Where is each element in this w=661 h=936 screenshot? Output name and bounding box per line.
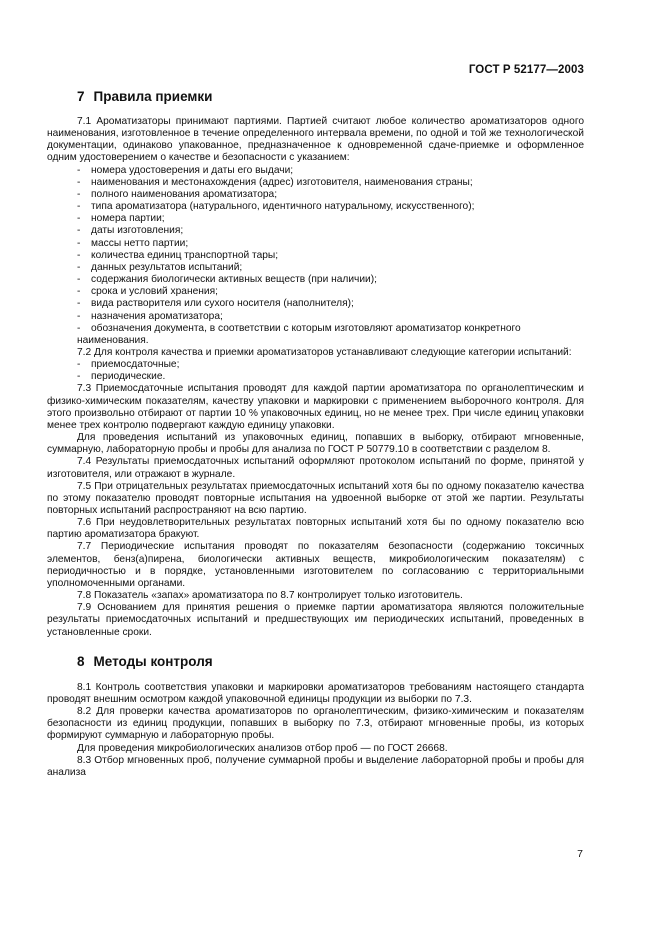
- list-item: [47, 177, 584, 189]
- paragraph-7-8: 7.8 Показатель «запах» ароматизатора по 8.7 контролирует только изготовитель.: [77, 590, 463, 602]
- section-8-title: [47, 654, 584, 670]
- paragraph-7-5: 7.5 При отрицательных результатах приемосдаточных испытаний хотя бы по одному показателю качества по этому показателю проводят повторные испытания на удвоенной выборке от этой же партии. Результаты повторных испытаний распространяют на всю партию.: [47, 480, 584, 516]
- list-dash: -: [77, 261, 81, 273]
- list-item-text: обозначения документа, в соответствии с которым изготовляют ароматизатор конкретного наименования.: [77, 322, 521, 346]
- list-dash: -: [77, 188, 81, 200]
- paragraph-8-1: 8.1 Контроль соответствия упаковки и маркировки ароматизаторов требованиям настоящего стандарта проводят внешним осмотром каждой упаковочной единицы продукции из выборки по 7.3.: [47, 681, 584, 705]
- paragraph-7-4: 7.4 Результаты приемосдаточных испытаний оформляют протоколом испытаний по форме, принятой у изготовителя, или отражают в журнале.: [47, 456, 584, 480]
- list-item: [47, 359, 584, 371]
- paragraph-8-3: 8.3 Отбор мгновенных проб, получение суммарной пробы и выделение лабораторной пробы и пробы для анализа: [47, 754, 584, 778]
- list-item-text: типа ароматизатора (натурального, идентичного натуральному, искусственного);: [91, 201, 475, 213]
- list-dash: -: [77, 249, 81, 261]
- list-item: [47, 311, 584, 323]
- page-number: 7: [577, 848, 583, 860]
- list-item-text: наименования и местонахождения (адрес) изготовителя, наименования страны;: [91, 176, 473, 188]
- paragraph-8-2: 8.2 Для проверки качества ароматизаторов по органолептическим, физико-химическим и показателям безопасности из единиц продукции, попавших в выборку по 7.3, отбирают мгновенные пробы, из которых формируют суммарную и лабораторную пробы.: [47, 706, 584, 742]
- list-dash: -: [77, 201, 81, 213]
- list-item-text: периодические.: [91, 371, 166, 383]
- list-item-text: содержания биологически активных веществ (при наличии);: [91, 274, 377, 286]
- list-item-text: количества единиц транспортной тары;: [91, 249, 279, 261]
- section-7-title: [47, 89, 584, 105]
- section-7-title-text: Правила приемки: [93, 89, 213, 104]
- paragraph-7-9: 7.9 Основанием для принятия решения о приемке партии ароматизатора являются положительные результаты приемосдаточных испытаний и предшествующих им периодических испытаний, проведенных в установленные сроки.: [47, 602, 584, 638]
- paragraph-7-2: 7.2 Для контроля качества и приемки ароматизаторов устанавливают следующие категории испытаний:: [77, 346, 572, 358]
- list-dash: -: [77, 298, 81, 310]
- list-item: [47, 213, 584, 225]
- paragraph-7-7: 7.7 Периодические испытания проводят по показателям безопасности (содержанию токсичных элементов, бенз(а)пирена, биологически активных веществ, микробиологическим показателям) с периодичностью и в порядке, установленными изготовителем по согласованию с территориальными уполномоченными органами.: [47, 541, 584, 589]
- paragraph-8-2b: Для проведения микробиологических анализов отбор проб — по ГОСТ 26668.: [77, 742, 448, 754]
- list-7-2: [47, 359, 584, 383]
- list-item: [47, 225, 584, 237]
- list-item-text: массы нетто партии;: [91, 237, 189, 249]
- list-item-text: номера удостоверения и даты его выдачи;: [91, 164, 294, 176]
- list-item-text: номера партии;: [91, 213, 165, 225]
- list-item-text: даты изготовления;: [91, 225, 184, 237]
- list-dash: -: [77, 359, 81, 371]
- list-dash: -: [77, 286, 81, 298]
- list-item-text: назначения ароматизатора;: [91, 310, 223, 322]
- paragraph-7-3b: Для проведения испытаний из упаковочных единиц, попавших в выборку, отбирают мгновенные, суммарную, лабораторную пробы и пробы для анализа по ГОСТ Р 50779.10 в соответствии с разделом 8.: [47, 432, 584, 456]
- list-item-text: вида растворителя или сухого носителя (наполнителя);: [91, 298, 354, 310]
- list-dash: -: [77, 371, 81, 383]
- list-item-text: полного наименования ароматизатора;: [91, 188, 278, 200]
- list-item: [47, 286, 584, 298]
- list-item: [47, 371, 584, 383]
- list-item: [47, 165, 584, 177]
- paragraph-7-1: 7.1 Ароматизаторы принимают партиями. Партией считают любое количество ароматизаторов одного наименования, изготовленное в течение определенного интервала времени, по одной и той же технологической документации, одинаково упакованное, предназначенное к одновременной сдаче-приемке и оформленное одним удостоверением о качестве и безопасности с указанием:: [47, 116, 584, 164]
- section-8-title-text: Методы контроля: [93, 653, 213, 669]
- list-dash: -: [77, 225, 81, 237]
- paragraph-7-3: 7.3 Приемосдаточные испытания проводят для каждой партии ароматизатора по органолептическим и физико-химическим показателям, качеству упаковки и маркировки с применением выборочного контроля. Для этого произвольно отбирают от партии 10 % упаковочных единиц, но не менее трех. При числе единиц упаковки менее трех контролю подвергают каждую единицу упаковки.: [47, 383, 584, 431]
- list-item: [47, 250, 584, 262]
- paragraph-7-6: 7.6 При неудовлетворительных результатах повторных испытаний хотя бы по одному показателю всю партию ароматизатора бракуют.: [47, 517, 584, 541]
- list-item: [47, 298, 584, 310]
- list-dash: -: [77, 322, 81, 334]
- list-item: [47, 262, 584, 274]
- list-item: [47, 238, 584, 250]
- list-dash: -: [77, 213, 81, 225]
- list-item: [47, 189, 584, 201]
- list-dash: -: [77, 274, 81, 286]
- section-8-number: 8: [77, 653, 85, 669]
- list-item-text: приемосдаточные;: [91, 359, 180, 371]
- list-item-text: данных результатов испытаний;: [91, 261, 243, 273]
- list-item: [47, 274, 584, 286]
- list-dash: -: [77, 310, 81, 322]
- list-item: [47, 323, 584, 347]
- list-dash: -: [77, 237, 81, 249]
- list-item: [47, 201, 584, 213]
- section-7-number: 7: [77, 89, 85, 104]
- list-7-1: [47, 165, 584, 347]
- list-dash: -: [77, 164, 81, 176]
- list-dash: -: [77, 176, 81, 188]
- page-content: [47, 89, 584, 779]
- list-item-text: срока и условий хранения;: [91, 286, 218, 298]
- document-header: ГОСТ Р 52177—2003: [468, 64, 584, 76]
